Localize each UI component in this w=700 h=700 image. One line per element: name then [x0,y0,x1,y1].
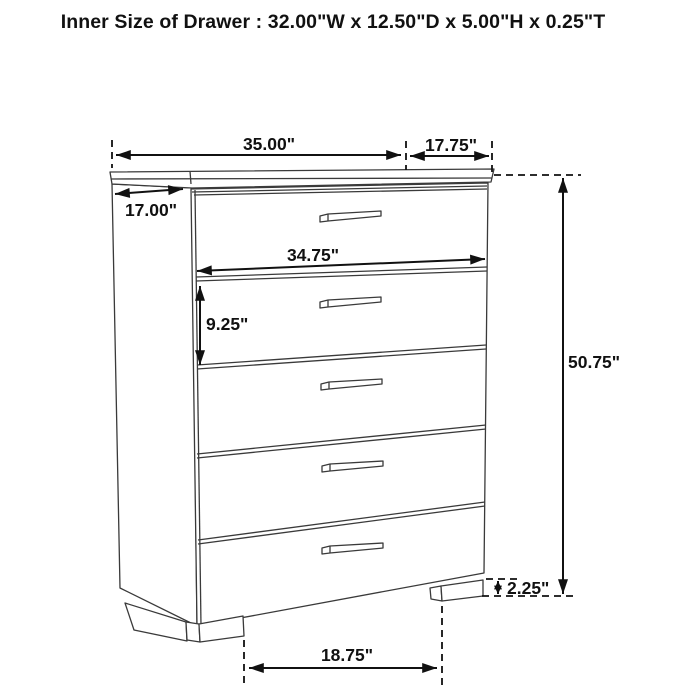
dim-drawer-height-label: 9.25" [206,314,249,334]
dim-leg-span [249,645,437,668]
dim-foot-height [498,578,549,598]
chest-side-panel [112,184,197,626]
dim-top-right-depth [410,135,489,156]
page-title: Inner Size of Drawer : 32.00"W x 12.50"D x 5.00"H x 0.25"T [60,11,606,33]
dim-drawer-width-label: 34.75" [286,245,340,265]
chest-front-face [191,183,488,626]
dim-overall-height-label: 50.75" [568,352,621,372]
dim-leg-span-label: 18.75" [320,645,374,665]
dim-side-depth-label: 17.00" [124,200,178,220]
dim-top-right-depth-label: 17.75" [424,135,478,155]
right-foot-side [430,586,442,601]
dim-top-width-label: 35.00" [242,134,296,154]
dim-top-width [116,134,401,155]
dim-foot-height-label: 2.25" [507,578,550,598]
right-foot-front [441,580,483,601]
dim-overall-height [563,178,620,594]
chest-drawing [110,169,494,642]
left-foot-side [186,622,200,642]
